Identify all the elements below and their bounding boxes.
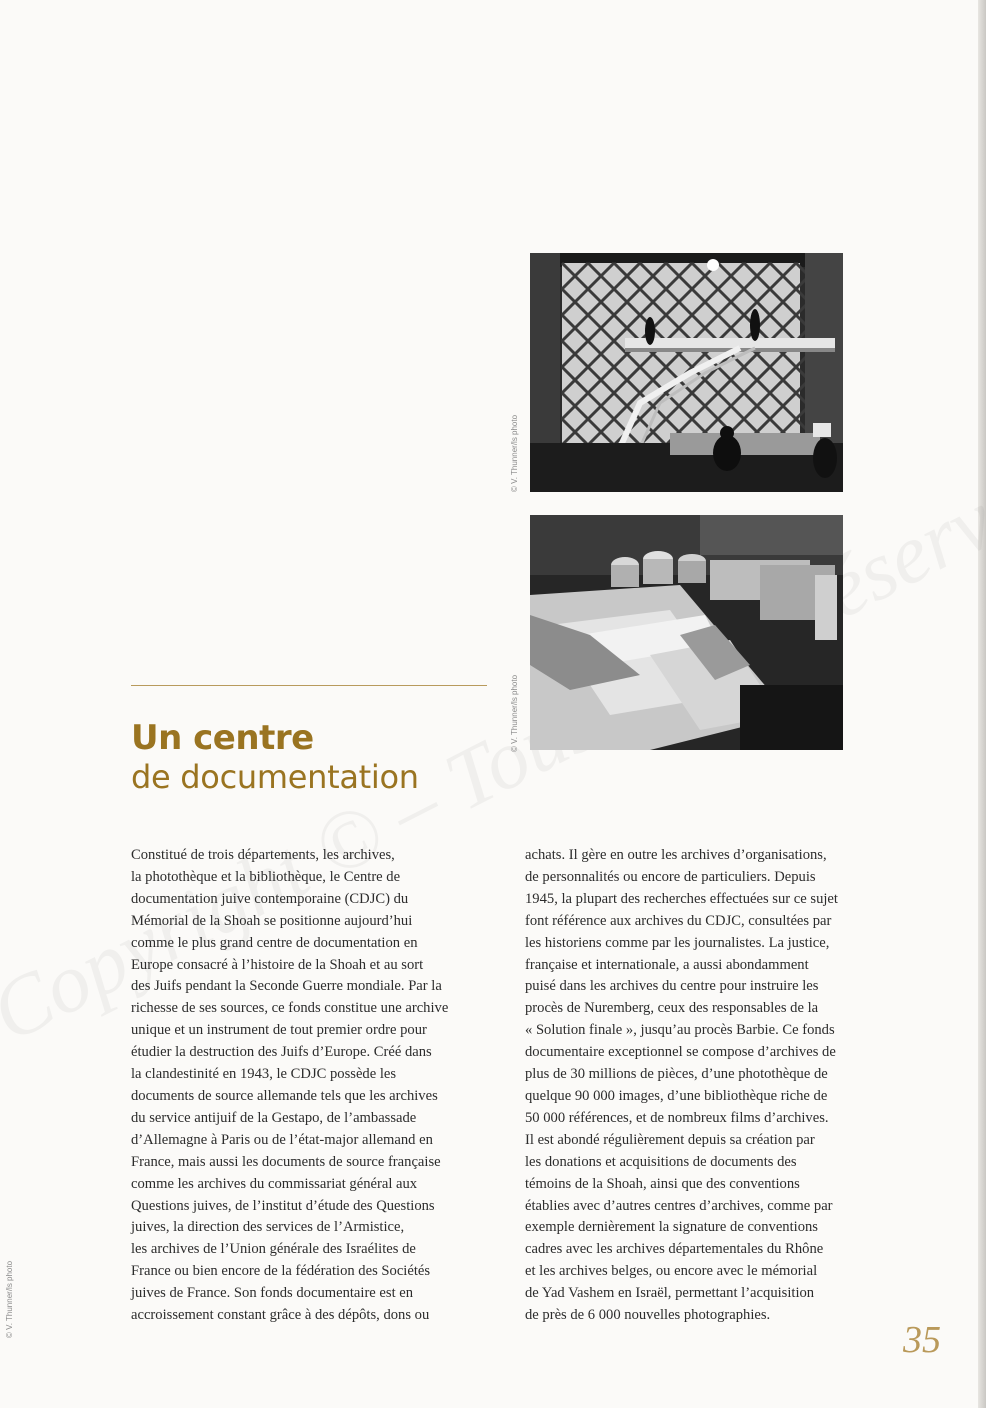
body-column-right bbox=[525, 845, 885, 1327]
body-text-line: procès de Nuremberg, ceux des responsables de la bbox=[525, 1000, 819, 1017]
body-text-line: et les archives belges, ou encore avec le mémorial bbox=[525, 1263, 818, 1280]
body-text-line: Questions juives, de l’institut d’étude des Questions bbox=[131, 1197, 435, 1214]
body-text-line: exemple dernièrement la signature de conventions bbox=[525, 1219, 818, 1236]
section-title-line1: Un centre bbox=[131, 718, 314, 758]
body-text-line: « Solution finale », jusqu’au procès Barbie. Ce fonds bbox=[525, 1022, 835, 1039]
body-text-line: quelque 90 000 images, d’une bibliothèque riche de bbox=[525, 1087, 828, 1104]
body-text-line: Europe consacré à l’histoire de la Shoah et au sort bbox=[131, 956, 424, 973]
page-edge bbox=[978, 0, 986, 1408]
body-text-line: 1945, la plupart des recherches effectuées sur ce sujet bbox=[525, 890, 838, 907]
photo-credit: © V. Thunner/ls photo bbox=[510, 414, 519, 492]
body-text-line: de près de 6 000 nouvelles photographies. bbox=[525, 1307, 771, 1324]
body-text-line: documentation juive contemporaine (CDJC) du bbox=[131, 890, 409, 907]
body-text-line: la photothèque et la bibliothèque, le Centre de bbox=[131, 868, 401, 885]
body-text-line: plus de 30 millions de pièces, d’une photothèque de bbox=[525, 1066, 828, 1083]
body-text-line: Mémorial de la Shoah se positionne aujourd’hui bbox=[131, 912, 413, 929]
body-text-line: les donations et acquisitions de documents des bbox=[525, 1153, 797, 1170]
body-text-line: française et internationale, a aussi abondamment bbox=[525, 956, 809, 973]
body-text-line: France ou bien encore de la fédération des Sociétés bbox=[131, 1263, 431, 1280]
body-text-line: les archives de l’Union générale des Israélites de bbox=[131, 1241, 416, 1258]
body-text-line: accroissement constant grâce à des dépôts, dons ou bbox=[131, 1307, 430, 1324]
reading-room-photo bbox=[530, 253, 843, 492]
body-text-line: Il est abondé régulièrement depuis sa création par bbox=[525, 1131, 815, 1148]
body-text-line: témoins de la Shoah, ainsi que des conventions bbox=[525, 1175, 800, 1192]
body-text-line: de Yad Vashem en Israël, permettant l’acquisition bbox=[525, 1285, 815, 1302]
body-text-line: font référence aux archives du CDJC, consultées par bbox=[525, 912, 832, 929]
body-text-line: de personnalités ou encore de particuliers. Depuis bbox=[525, 868, 816, 885]
section-title-line2: de documentation bbox=[131, 758, 419, 796]
body-text-line: comme les archives du commissariat général aux bbox=[131, 1175, 418, 1192]
body-text-line: des Juifs pendant la Seconde Guerre mondiale. Par la bbox=[131, 978, 442, 995]
photo-credit: © V. Thunner/ls photo bbox=[510, 674, 519, 752]
body-text-line: richesse de ses sources, ce fonds constitue une archive bbox=[131, 1000, 449, 1017]
body-column-left bbox=[131, 845, 491, 1327]
body-text-line: Constitué de trois départements, les archives, bbox=[131, 847, 395, 863]
body-text-line: établies avec d’autres centres d’archives, comme par bbox=[525, 1197, 833, 1214]
body-text-line: comme le plus grand centre de documentation en bbox=[131, 934, 418, 951]
body-text-line: 50 000 références, et de nombreux films d’archives. bbox=[525, 1109, 829, 1126]
body-text-line: documents de source allemande tels que les archives bbox=[131, 1087, 438, 1104]
body-text-line: étudier la destruction des Juifs d’Europe. Créé dans bbox=[131, 1044, 432, 1061]
body-text-line: puisé dans les archives du centre pour instruire les bbox=[525, 978, 819, 995]
archive-documents-photo bbox=[530, 515, 843, 750]
body-text-line: documentaire exceptionnel se compose d’archives de bbox=[525, 1044, 836, 1061]
body-text-line: la clandestinité en 1943, le CDJC possède les bbox=[131, 1066, 397, 1083]
body-text-line: juives de France. Son fonds documentaire est en bbox=[131, 1285, 414, 1302]
body-text-line: unique et un instrument de tout premier ordre pour bbox=[131, 1022, 427, 1039]
body-text-line: achats. Il gère en outre les archives d’organisations, bbox=[525, 847, 827, 863]
margin-photo-credit: © V. Thunner/ls photo bbox=[5, 1260, 14, 1338]
body-text-line: les historiens comme par les journalistes. La justice, bbox=[525, 934, 830, 951]
section-divider bbox=[131, 685, 487, 686]
body-text-line: du service antijuif de la Gestapo, de l’ambassade bbox=[131, 1109, 417, 1126]
page-number: 35 bbox=[903, 1319, 941, 1361]
body-text-line: France, mais aussi les documents de source française bbox=[131, 1153, 441, 1170]
body-text-line: cadres avec les archives départementales du Rhône bbox=[525, 1241, 824, 1258]
body-text-line: d’Allemagne à Paris ou de l’état-major allemand en bbox=[131, 1131, 433, 1148]
body-text-line: juives, la direction des services de l’Armistice, bbox=[131, 1219, 405, 1236]
